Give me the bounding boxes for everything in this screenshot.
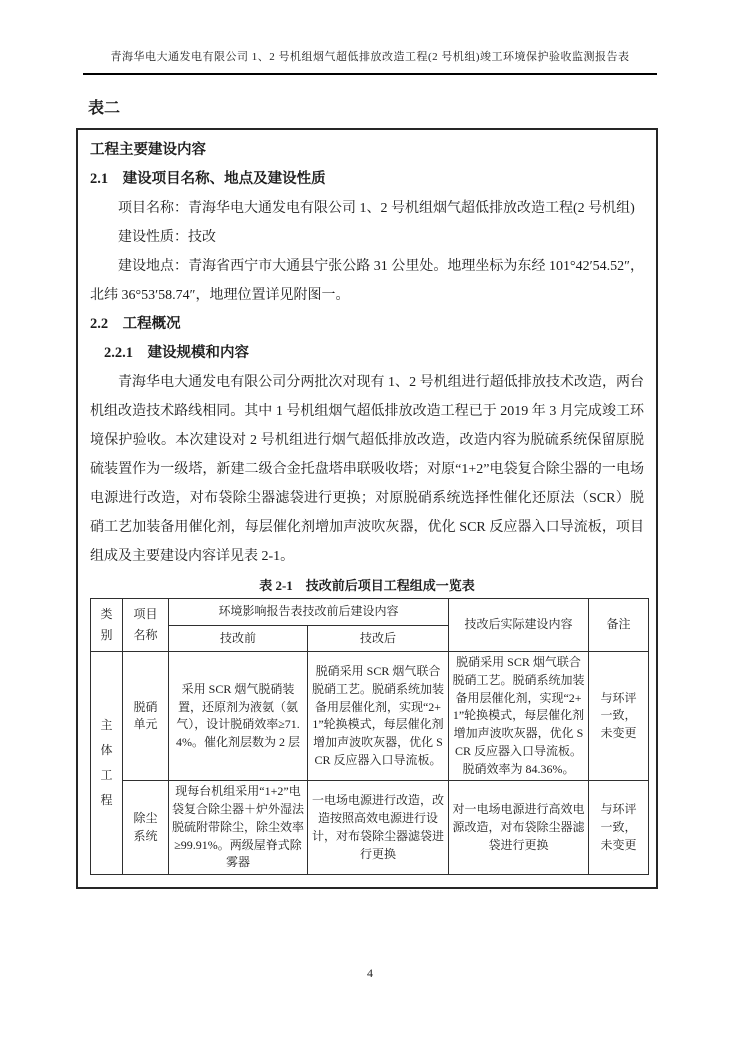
header-item-name: 项目名称 bbox=[123, 599, 169, 652]
section-2-2-1-heading: 2.2.1 建设规模和内容 bbox=[104, 345, 249, 361]
cell-denitration-after: 脱硝采用 SCR 烟气联合脱硝工艺。脱硝系统加装备用层催化剂，实现“2+1”轮换模式，每层催化剂增加声波吹灰器，优化 SCR 反应器入口导流板。 bbox=[308, 652, 449, 781]
cell-denitration-remark: 与环评一致，未变更 bbox=[589, 652, 649, 781]
cell-item-dust-system: 除尘系统 bbox=[123, 781, 169, 875]
section-2-1-heading: 2.1 建设项目名称、地点及建设性质 bbox=[90, 171, 326, 187]
project-composition-table bbox=[90, 598, 649, 875]
header-after-retrofit: 技改后 bbox=[308, 625, 449, 652]
cell-denitration-before: 采用 SCR 烟气脱硝装置，还原剂为液氨（氨气），设计脱硝效率≥71.4%。催化剂层数为 2 层 bbox=[169, 652, 308, 781]
cell-dust-after: 一电场电源进行改造，改造按照高效电源进行设计，对布袋除尘器滤袋进行更换 bbox=[308, 781, 449, 875]
paragraph-construction-scale: 青海华电大通发电有限公司分两批次对现有 1、2 号机组进行超低排放技术改造，两台机组改造技术路线相同。其中 1 号机组烟气超低排放改造工程已于 2019 年 3 月完成竣工环境保护验收。本次建设对 2 号机组进行烟气超低排放改造，改造内容为脱硫系统保留原脱硫装置作为一级塔，新建二级合金托盘塔串联吸收塔；对原“1+2”电袋复合除尘器的一电场电源进行改造，对布袋除尘器滤袋进行更换；对原脱硝系统选择性催化还原法（SCR）脱硝工艺加装备用催化剂，每层催化剂增加声波吹灰器，优化 SCR 反应器入口导流板，项目组成及主要建设内容详见表 2-1。 bbox=[90, 375, 644, 564]
table-row-denitration bbox=[91, 652, 649, 781]
header-rule bbox=[83, 73, 657, 75]
table-row-dust-removal bbox=[91, 781, 649, 875]
cell-dust-before: 现每台机组采用“1+2”电袋复合除尘器＋炉外湿法脱硫附带除尘，除尘效率≥99.91%。两级屋脊式除雾器 bbox=[169, 781, 308, 875]
table-2-1-caption: 表 2-1 技改前后项目工程组成一览表 bbox=[259, 578, 475, 593]
header-before-retrofit: 技改前 bbox=[169, 625, 308, 652]
cell-dust-actual: 对一电场电源进行高效电源改造，对布袋除尘器滤袋进行更换 bbox=[449, 781, 589, 875]
cell-item-denitration-unit: 脱硝单元 bbox=[123, 652, 169, 781]
table-header-row-1 bbox=[91, 599, 649, 626]
cell-denitration-actual: 脱硝采用 SCR 烟气联合脱硝工艺。脱硝系统加装备用层催化剂，实现“2+1”轮换模式，每层催化剂增加声波吹灰器，优化 SCR 反应器入口导流板。脱硝效率为 84.36%。 bbox=[449, 652, 589, 781]
header-remark: 备注 bbox=[589, 599, 649, 652]
paragraph-construction-location: 建设地点：青海省西宁市大通县宁张公路 31 公里处。地理坐标为东经 101°42′54.52″，北纬 36°53′58.74″，地理位置详见附图一。 bbox=[90, 259, 644, 303]
section-2-2-heading: 2.2 工程概况 bbox=[90, 316, 181, 332]
header-actual-content: 技改后实际建设内容 bbox=[449, 599, 589, 652]
header-eia-group: 环境影响报告表技改前后建设内容 bbox=[169, 599, 449, 626]
box-title: 工程主要建设内容 bbox=[90, 142, 206, 158]
paragraph-project-name: 项目名称：青海华电大通发电有限公司 1、2 号机组烟气超低排放改造工程(2 号机组) bbox=[118, 201, 635, 216]
content-box bbox=[76, 128, 658, 889]
cell-category-main-project: 主体工程 bbox=[91, 652, 123, 875]
document-header-title: 青海华电大通发电有限公司 1、2 号机组烟气超低排放改造工程(2 号机组)竣工环境保护验收监测报告表 bbox=[110, 51, 630, 63]
page-number: 4 bbox=[367, 966, 373, 980]
paragraph-construction-nature: 建设性质：技改 bbox=[118, 230, 216, 245]
cell-dust-remark: 与环评一致，未变更 bbox=[589, 781, 649, 875]
header-category: 类别 bbox=[91, 599, 123, 652]
form-table-label: 表二 bbox=[88, 100, 121, 117]
